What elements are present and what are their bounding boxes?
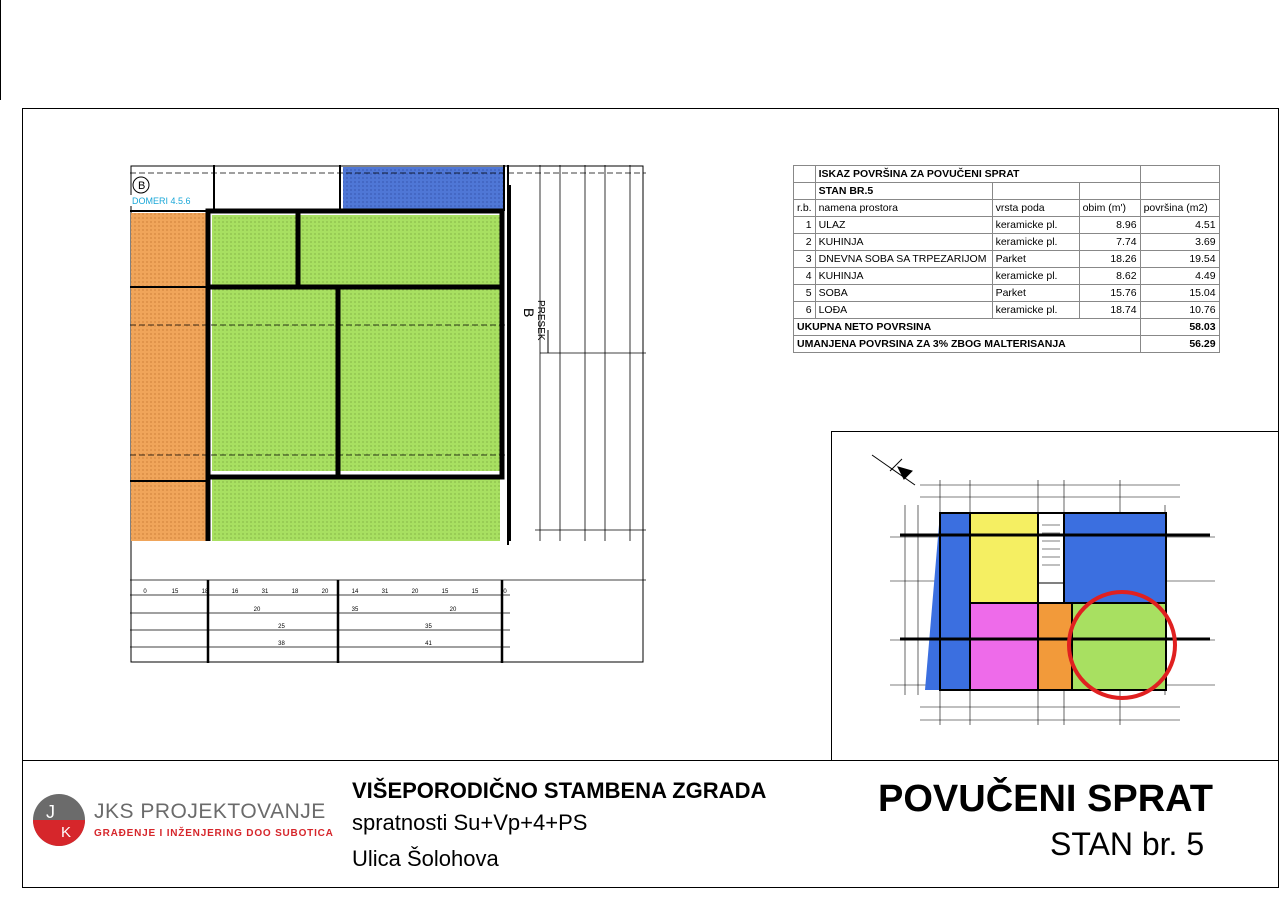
dimension-label: 20	[411, 589, 419, 595]
company-logo	[30, 792, 90, 850]
table-cell: KUHINJA	[815, 234, 992, 251]
dimension-label: 15	[171, 589, 179, 595]
table-cell: KUHINJA	[815, 268, 992, 285]
outer-frame-line	[0, 0, 1, 100]
total-value: 58.03	[1140, 319, 1219, 336]
table-cell: 4.49	[1140, 268, 1219, 285]
project-street: Ulica Šolohova	[352, 846, 499, 871]
dimension-label: 38	[278, 641, 285, 647]
unit-orange	[1038, 603, 1072, 690]
section-letter: B	[521, 308, 537, 318]
neighbour-unit-orange	[131, 289, 206, 485]
sheet-subtitle: STAN br. 5	[1050, 826, 1205, 862]
table-cell: 8.96	[1079, 217, 1140, 234]
logo-letter-j: J	[46, 802, 55, 822]
sheet-title: POVUČENI SPRAT	[878, 778, 1214, 820]
dimension-label: 15	[441, 589, 449, 595]
col-header: površina (m2)	[1140, 200, 1219, 217]
table-header-row	[794, 200, 1220, 217]
neighbour-unit-orange	[131, 213, 206, 289]
room-bedroom	[212, 289, 336, 471]
dimension-label: 16	[231, 589, 239, 595]
unit-magenta	[970, 603, 1038, 690]
dimension-label: 14	[351, 589, 359, 595]
room-kitchen	[212, 215, 296, 285]
reduced-value: 56.29	[1140, 336, 1219, 353]
table-title-row	[794, 166, 1220, 183]
reduced-row	[794, 336, 1220, 353]
room-loggia	[212, 479, 500, 541]
room-living	[340, 289, 500, 471]
dimension-label: 31	[381, 589, 389, 595]
neighbour-unit-orange	[131, 485, 206, 541]
dimension-label: 25	[278, 624, 285, 630]
table-cell: Parket	[992, 285, 1079, 302]
table-cell: SOBA	[815, 285, 992, 302]
table-cell: 18.26	[1079, 251, 1140, 268]
table-cell: 19.54	[1140, 251, 1219, 268]
dimension-label: 20	[449, 607, 457, 613]
company-name: JKS PROJEKTOVANJE	[94, 800, 326, 823]
project-title: VIŠEPORODIČNO STAMBENA ZGRADA	[352, 778, 767, 803]
table-cell: 4	[794, 268, 816, 285]
table-cell: 5	[794, 285, 816, 302]
dimension-label: 41	[425, 641, 432, 647]
table-unit-row	[794, 183, 1220, 200]
table-row	[794, 302, 1220, 319]
dimension-label: 18	[291, 589, 299, 595]
grid-axis-label: B	[138, 180, 146, 192]
total-row	[794, 319, 1220, 336]
stair-core	[1038, 513, 1064, 583]
area-table	[793, 165, 1220, 353]
room-entrance	[300, 215, 500, 285]
table-row	[794, 268, 1220, 285]
dimension-label: 15	[471, 589, 479, 595]
reduced-label: UMANJENA POVRSINA ZA 3% ZBOG MALTERISANJA	[794, 336, 1141, 353]
apartment-floor-plan	[130, 165, 646, 665]
table-row	[794, 234, 1220, 251]
table-cell: 3.69	[1140, 234, 1219, 251]
table-cell: 10.76	[1140, 302, 1219, 319]
table-cell: 2	[794, 234, 816, 251]
table-cell: DNEVNA SOBA SA TRPEZARIJOM	[815, 251, 992, 268]
col-header: obim (m')	[1079, 200, 1140, 217]
key-plan	[860, 445, 1260, 745]
table-cell: 4.51	[1140, 217, 1219, 234]
area-table-unit: STAN BR.5	[815, 183, 992, 200]
col-header: vrsta poda	[992, 200, 1079, 217]
table-cell: 18.74	[1079, 302, 1140, 319]
table-cell: 7.74	[1079, 234, 1140, 251]
dimension-label: 35	[425, 624, 432, 630]
table-cell: keramicke pl.	[992, 268, 1079, 285]
table-cell: ULAZ	[815, 217, 992, 234]
section-label: PRESEK	[535, 300, 546, 341]
dimension-label: 0	[503, 589, 507, 595]
dimension-label: 18	[201, 589, 209, 595]
domeri-label: DOMERI 4.5.6	[132, 196, 191, 206]
dimension-label: 0	[143, 589, 147, 595]
table-cell: 15.76	[1079, 285, 1140, 302]
logo-letter-k: K	[61, 824, 72, 841]
unit-green-apartment	[1072, 603, 1166, 690]
table-cell: 15.04	[1140, 285, 1219, 302]
total-label: UKUPNA NETO POVRSINA	[794, 319, 1141, 336]
dimension-label: 20	[321, 589, 329, 595]
unit-blue-right	[1064, 513, 1166, 603]
dimension-label: 35	[351, 607, 359, 613]
table-cell: LOĐA	[815, 302, 992, 319]
table-cell: keramicke pl.	[992, 217, 1079, 234]
company-tagline: GRAĐENJE I INŽENJERING DOO SUBOTICA	[94, 828, 334, 839]
table-cell: Parket	[992, 251, 1079, 268]
titleblock-divider	[22, 760, 1279, 761]
dimension-label: 31	[261, 589, 269, 595]
table-row	[794, 251, 1220, 268]
table-cell: 3	[794, 251, 816, 268]
unit-yellow	[970, 513, 1038, 603]
table-row	[794, 217, 1220, 234]
table-cell: 1	[794, 217, 816, 234]
col-header: namena prostora	[815, 200, 992, 217]
dimension-label: 20	[253, 607, 261, 613]
project-floors: spratnosti Su+Vp+4+PS	[352, 810, 588, 835]
table-row	[794, 285, 1220, 302]
north-arrow-icon	[872, 455, 915, 485]
col-header: r.b.	[794, 200, 816, 217]
table-cell: keramicke pl.	[992, 302, 1079, 319]
table-cell: 6	[794, 302, 816, 319]
table-cell: keramicke pl.	[992, 234, 1079, 251]
area-table-title: ISKAZ POVRŠINA ZA POVUČENI SPRAT	[815, 166, 1140, 183]
unit-blue-left	[925, 513, 970, 690]
table-cell: 8.62	[1079, 268, 1140, 285]
